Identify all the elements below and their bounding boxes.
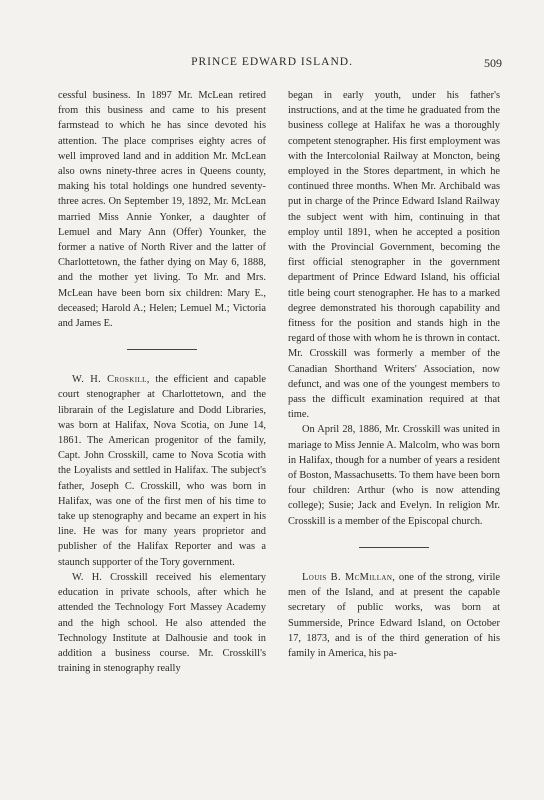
running-title: PRINCE EDWARD ISLAND. bbox=[191, 56, 353, 68]
mcmillan-name: Louis B. McMillan, bbox=[302, 571, 396, 583]
crosskill-paragraph-1-text: the efficient and capable court stenographer at Charlottetown, and the librarain of the Legislature and Dodd Libraries, was born at Halifax, Nova Scotia, on June 14, 1861. The American progenitor of the family, Capt. John Crosskill, came to Nova Scotia with the Loyalists and settled in Halifax. The subject's father, Joseph C. Crosskill, who was born in Halifax, was one of the first men of his time to take up stenography and became an expert in his line. He was for many years proprietor and publisher of the Halifax Reporter and was a staunch supporter of the Tory government. bbox=[58, 374, 266, 568]
crosskill-name: W. H. Croskill, bbox=[72, 374, 150, 386]
left-column bbox=[58, 88, 266, 676]
crosskill-paragraph-2-continued: began in early youth, under his father's instructions, and at the time he graduated from the business college at Halifax he was a thoroughly competent stenographer. His first employment was with the Intercolonial Railway at Moncton, being employed in the Stores department, in which he continued three months. When Mr. Archibald was put in charge of the Prince Edward Island Railway the subject went with him, continuing in that employ until 1891, when he accepted a position with the Provincial Government, becoming the first official stenographer in the government department of Prince Edward Island, his official title being court stenographer. He has to a marked degree demonstrated his thorough capability and fitness for the position and stands high in the regard of those with whom he is thrown in contact. Mr. Crosskill was formerly a member of the Canadian Shorthand Writers' Association, now defunct, and was one of the youngest members to pass the difficult examination required at that time. bbox=[288, 90, 500, 421]
page-number: 509 bbox=[484, 56, 502, 70]
crosskill-paragraph-1 bbox=[58, 372, 266, 570]
mcmillan-paragraph-1-text: one of the strong, virile men of the Island, and at present the capable secretary of public works, was born at Summerside, Prince Edward Island, on October 17, 1873, and is of the third generation of his family in America, his pa- bbox=[288, 571, 501, 659]
mcmillan-paragraph-1 bbox=[288, 570, 500, 661]
page-header bbox=[0, 56, 544, 72]
section-divider bbox=[127, 349, 197, 350]
crosskill-paragraph-3: On April 28, 1886, Mr. Crosskill was united in mariage to Miss Jennie A. Malcolm, who was born in Halifax, though for a number of years a resident of Boston, Massachusetts. To them have been born four children: Arthur (who is now attending college); Susie; Jack and Evelyn. In religion Mr. Crosskill is a member of the Episcopal church. bbox=[288, 424, 500, 527]
section-divider bbox=[359, 547, 429, 548]
crosskill-paragraph-2: W. H. Crosskill received his elementary education in private schools, after which he attended the Technology Fort Massey Academy and the high school. He also attended the Technology Institute at Dalhousie and took in addition a business course. Mr. Crosskill's training in stenography really bbox=[58, 571, 266, 675]
right-column bbox=[288, 88, 500, 661]
mclean-paragraph-end: cessful business. In 1897 Mr. McLean retired from this business and came to his present farmstead to which he has since devoted his attention. The place comprises eighty acres of well improved land and in addition Mr. McLean also owns ninety-three acres in Queens county, making his total holdings one hundred seventy-three acres. On September 19, 1892, Mr. McLean married Miss Annie Yonker, a daughter of Lemuel and Mary Ann (Offer) Younker, the former a native of North River and the latter of Charlottetown, the father dying on May 6, 1888, and the mother yet living. To Mr. and Mrs. McLean have been born six children: Mary E., deceased; Harold A.; Helen; Lemuel M.; Victoria and James E. bbox=[58, 90, 266, 330]
